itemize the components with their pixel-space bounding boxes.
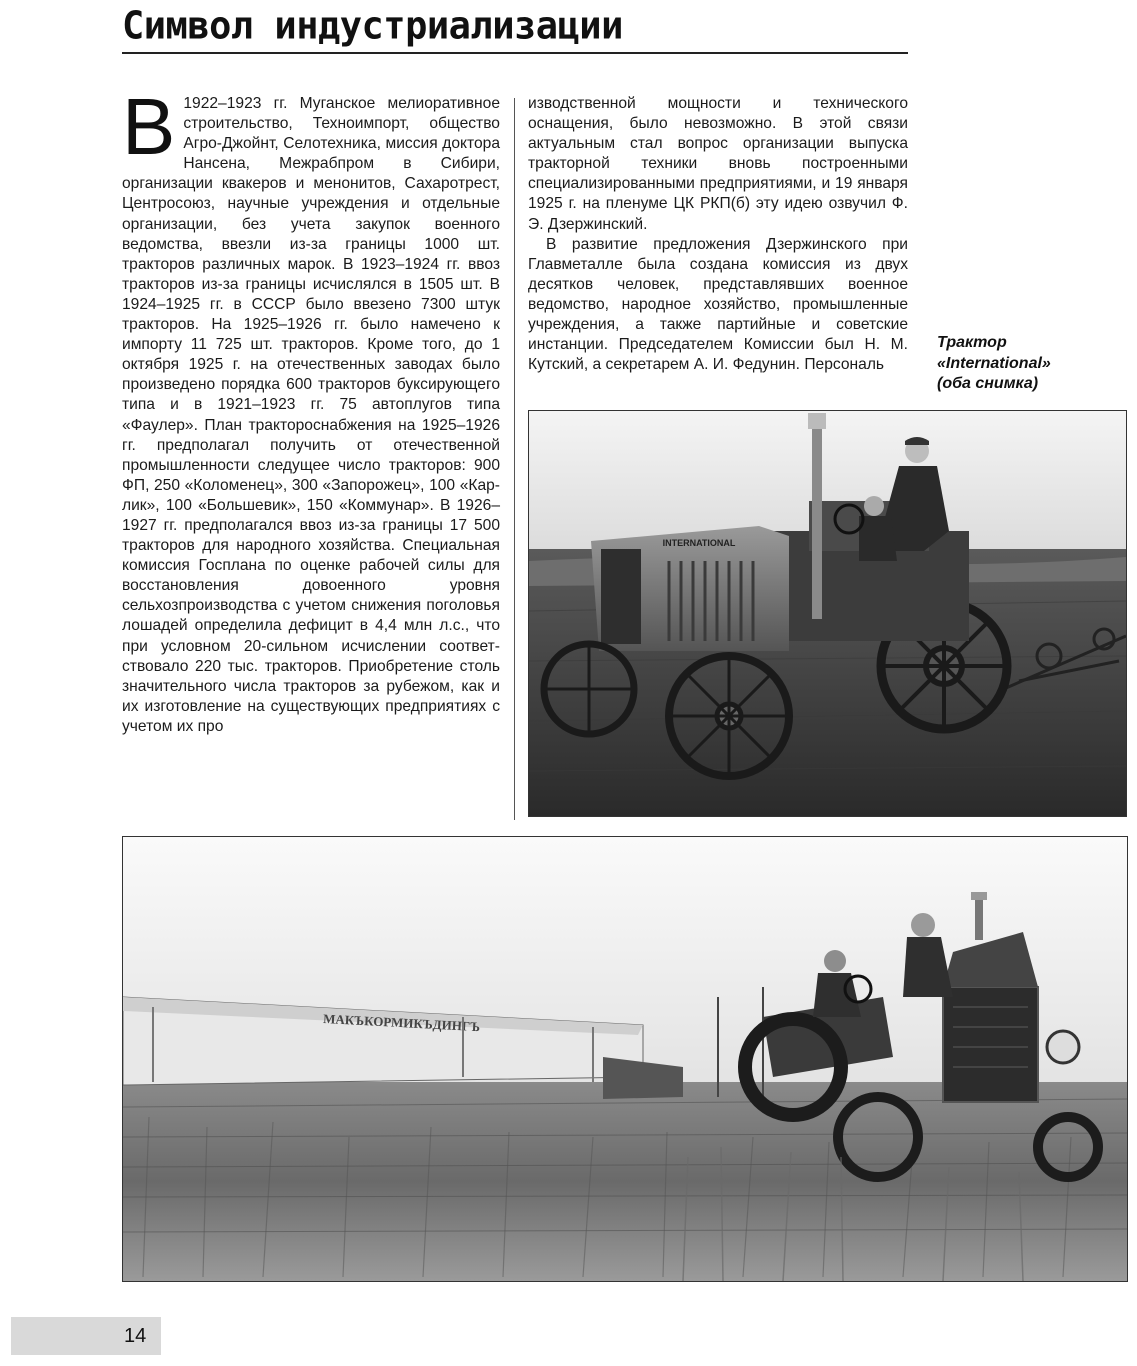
tractor-photo-plowing [528,410,1127,817]
tractor-photo-harvesting [122,836,1128,1282]
article-paragraph [122,82,500,737]
column-divider [514,98,515,820]
article-paragraph: В развитие предложения Дзержинского при Главметалле была создана комиссия из двух десятков человек, представлявших военное ведомство, народное хозяйство, промышленные учреждения, а также партийные и советские инстанции. Председателем Комиссии был Н. М. Кутский, а секретарем А. И. Федунин. Персональ [528,235,908,374]
caption-line: «International» [937,354,1051,372]
tractor-photo-plowing-illustration [529,411,1126,816]
page-number: 14 [124,1325,147,1347]
tractor-photo-harvesting-illustration [123,837,1127,1281]
article-column-right [528,94,908,375]
page-title-bar [122,2,908,54]
article-column-left [122,82,500,737]
article-paragraph-text: 1922–1923 гг. Муганское мелиоративное строительство, Техноимпорт, общество Агро-Джойнт, Селотехника, миссия доктора Нансена, Межрабпром в Сибири, организации квакеров и менонитов, Сахаротрест, Центросоюз, научные учреждения и отдельные организации, без учета закупок военного ведомства, ввезли из-за границы 1000 шт. тракторов различных марок. В 1923–1924 гг. ввоз тракторов из-за границы исчислялся в 1505 шт. В 1924–1925 гг. в СССР было ввезено 7300 штук тракторов. На 1925–1926 гг. было намечено к импорту 11 725 шт. тракторов. Кроме того, до 1 октября 1925 г. на отечественных заводах было произведено порядка 600 тракторов буксирующего типа и в 1921–1923 гг. 75 автоплугов типа «Фаулер». План трактороснабжения на 1925–1926 гг. предполагал получить от отечественной промышленности следущее число тракторов: 900 ФП, 250 «Коломенец», 300 «Запорожец», 100 «Карлик», 100 «Большевик», 150 «Коммунар». В 1926–1927 гг. предполагался ввоз из-за границы 17 500 тракторов для народного хозяйства. Специальная комиссия Госплана по оценке рабочей силы для восстановления довоенного уровня сельхозпроизводства с учетом снижения поголовья лошадей определила дефицит в 4,4 млн л.с., что при условном 20-сильном исчислении соответствовало 220 тыс. тракторов. Приобретение столь значительного числа тракторов за рубежом, как и их изготовление на существующих предприятиях с учетом их про [122,95,500,735]
photo-caption [937,333,1077,395]
harvester-lettering: МАКЪКОРМИКЪДИНГЪ [322,1011,481,1035]
page-title: Символ индустриализации [122,3,623,48]
drop-cap: В [122,82,176,171]
article-paragraph: изводственной мощности и технического оснащения, было невозможно. В этой связи актуальным стал вопрос организации выпуска тракторной техники вновь построенными специализированными предприятиями, и 19 января 1925 г. на пленуме ЦК РКП(б) эту идею озвучил Ф. Э. Дзержинский. [528,95,908,233]
caption-line: (оба снимка) [937,375,1039,392]
hood-lettering: INTERNATIONAL [662,538,736,548]
caption-line: Трактор [937,334,1007,351]
